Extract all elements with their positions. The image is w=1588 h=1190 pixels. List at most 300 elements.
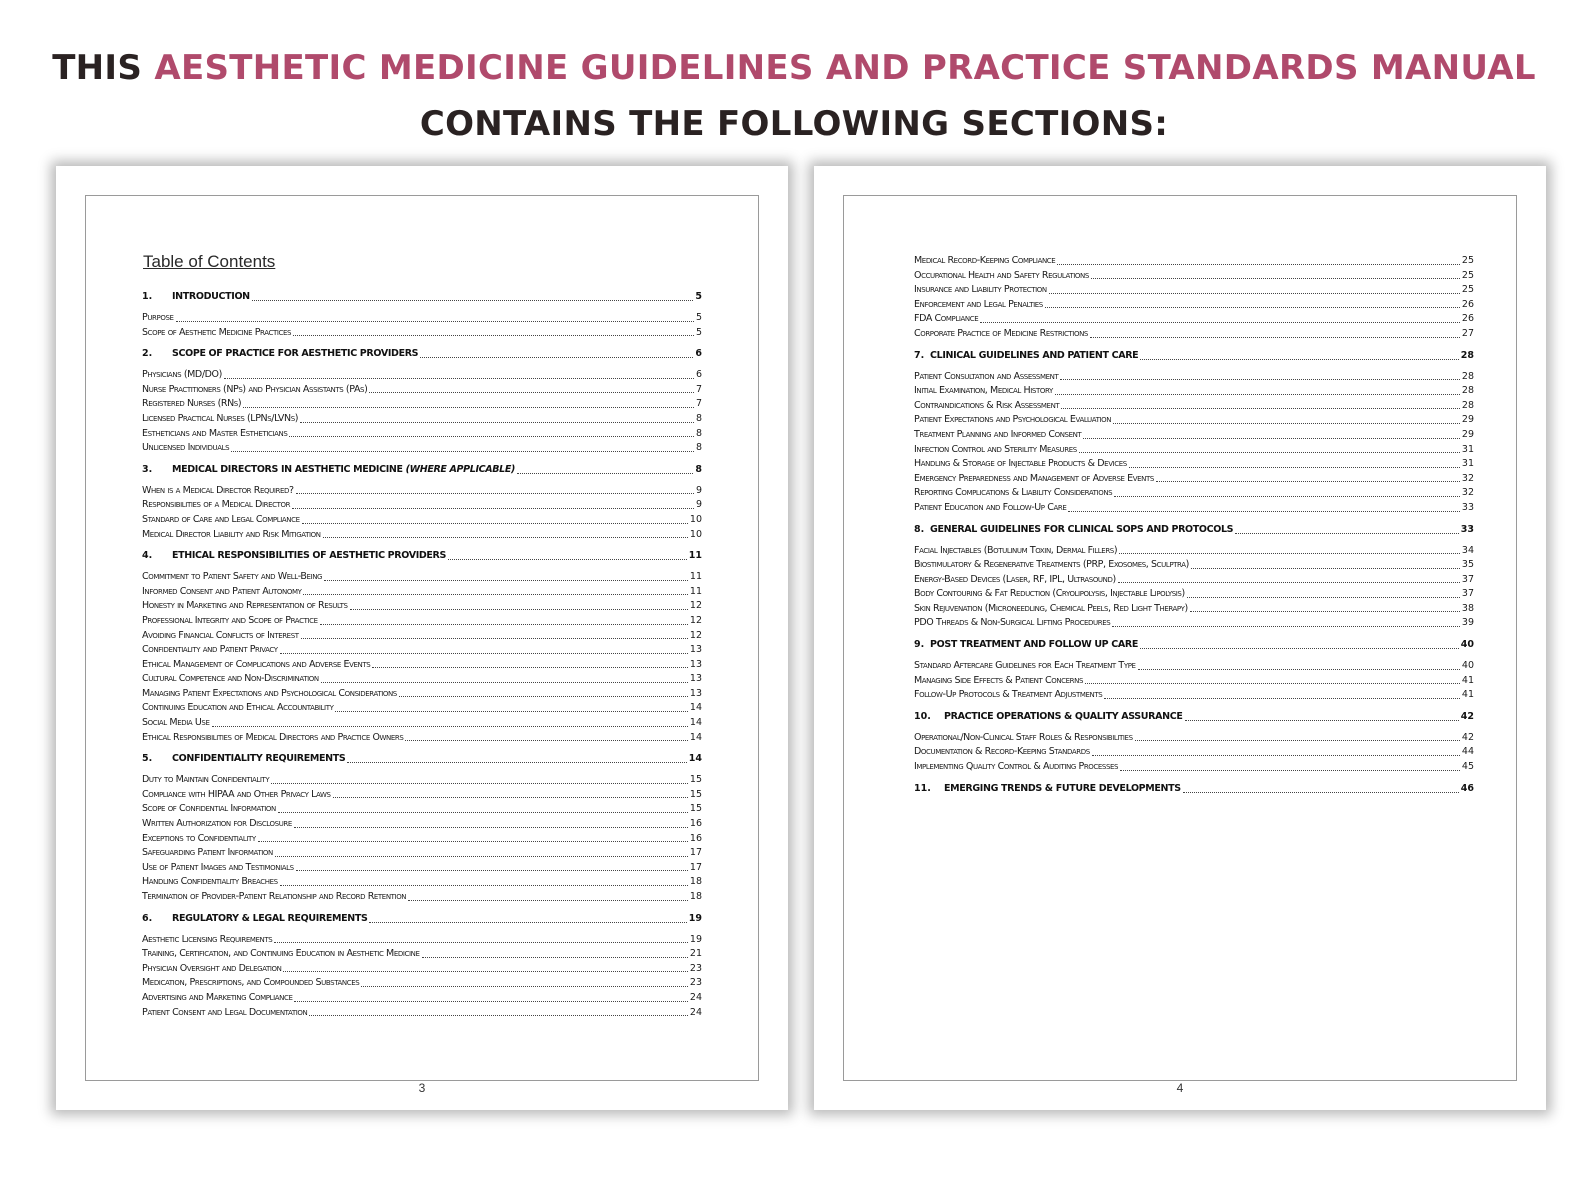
entry-title: Body Contouring & Fat Reduction (Cryolipolysis, Injectable Lipolysis) (914, 588, 1185, 600)
entry-page-number: 32 (1461, 472, 1474, 484)
toc-entry[interactable] (142, 817, 702, 832)
entry-page-number: 14 (689, 717, 702, 729)
dot-leader (293, 334, 694, 336)
entry-title: Energy-Based Devices (Laser, RF, IPL, Ultrasound) (914, 573, 1116, 585)
entry-title: Medical Director Liability and Risk Mitigation (142, 528, 321, 540)
toc-entry[interactable] (142, 513, 702, 528)
entry-page-number: 15 (689, 774, 702, 786)
entry-page-number: 33 (1461, 501, 1474, 513)
toc-entry[interactable] (142, 832, 702, 847)
entry-title: Honesty in Marketing and Representation of Results (142, 600, 348, 612)
entry-page-number: 6 (695, 369, 702, 381)
dot-leader (1090, 336, 1460, 338)
toc-entry[interactable] (142, 599, 702, 614)
dot-leader (1112, 625, 1460, 627)
dot-leader (361, 985, 688, 987)
entry-title: Biostimulatory & Regenerative Treatments (PRP, Exosomes, Sculptra) (914, 559, 1189, 571)
entry-title: Duty to Maintain Confidentiality (142, 774, 270, 786)
entry-page-number: 40 (1460, 639, 1474, 651)
toc-entry[interactable] (914, 688, 1474, 703)
toc-entry[interactable] (914, 472, 1474, 487)
dot-leader (405, 739, 687, 741)
toc-entry[interactable] (142, 614, 702, 629)
dot-leader (280, 652, 688, 654)
entry-title: FDA Compliance (914, 313, 979, 325)
entry-page-number: 10 (689, 513, 702, 525)
toc-section[interactable] (914, 709, 1474, 725)
entry-page-number: 25 (1461, 284, 1474, 296)
toc-entry[interactable] (142, 658, 702, 673)
dot-leader (278, 811, 688, 813)
entry-title: Commitment to Patient Safety and Well-Being (142, 571, 323, 583)
entry-page-number: 16 (689, 832, 702, 844)
toc-entry[interactable] (142, 947, 702, 962)
entry-page-number: 6 (695, 348, 702, 360)
toc-entry[interactable] (142, 933, 702, 948)
toc-entry[interactable] (142, 397, 702, 412)
entry-title: Treatment Planning and Informed Consent (914, 428, 1082, 440)
toc-entry[interactable] (142, 484, 702, 499)
section-number: 4. (142, 550, 153, 562)
entry-page-number: 17 (689, 861, 702, 873)
dot-leader (176, 320, 694, 322)
entry-title: Skin Rejuvenation (Microneedling, Chemical Peels, Red Light Therapy) (914, 602, 1188, 614)
entry-title: Corporate Practice of Medicine Restrictions (914, 327, 1088, 339)
dot-leader (303, 593, 687, 595)
section-title: REGULATORY & LEGAL REQUIREMENTS (172, 912, 368, 924)
entry-title: Social Media Use (142, 717, 210, 729)
toc-entry[interactable] (142, 991, 702, 1006)
entry-title: Medication, Prescriptions, and Compounded Substances (142, 977, 360, 989)
section-number: 8. (914, 523, 925, 535)
entry-page-number: 5 (695, 326, 702, 338)
entry-page-number: 12 (689, 614, 702, 626)
section-title: PRACTICE OPERATIONS & QUALITY ASSURANCE (944, 710, 1183, 722)
toc-entry[interactable] (914, 674, 1474, 689)
dot-leader (224, 377, 694, 379)
entry-title: Patient Consultation and Assessment (914, 370, 1059, 382)
entry-page-number: 41 (1461, 674, 1474, 686)
dot-leader (302, 522, 688, 524)
dot-leader (301, 637, 688, 639)
toc-section[interactable] (142, 462, 702, 478)
toc-entry[interactable] (914, 327, 1474, 342)
toc-entry[interactable] (142, 716, 702, 731)
entry-page-number: 14 (689, 702, 702, 714)
entry-page-number: 18 (689, 876, 702, 888)
dot-leader (1092, 754, 1460, 756)
entry-title: Contraindications & Risk Assessment (914, 399, 1060, 411)
entry-page-number: 11 (688, 550, 702, 562)
dot-leader (1057, 263, 1460, 265)
dot-leader (335, 710, 687, 712)
entry-title: Estheticians and Master Estheticians (142, 427, 288, 439)
section-title: GENERAL GUIDELINES FOR CLINICAL SOPS AND PROTOCOLS (930, 523, 1234, 535)
entry-title: Documentation & Record-Keeping Standards (914, 746, 1090, 758)
dot-leader (1068, 510, 1460, 512)
section-number: 10. (914, 710, 931, 722)
dot-leader (1185, 719, 1459, 721)
dot-leader (274, 941, 688, 943)
dot-leader (243, 406, 694, 408)
entry-page-number: 23 (689, 977, 702, 989)
dot-leader (1118, 581, 1460, 583)
entry-page-number: 44 (1461, 746, 1474, 758)
entry-page-number: 16 (689, 818, 702, 830)
toc-entry[interactable] (142, 643, 702, 658)
entry-page-number: 8 (695, 412, 702, 424)
toc-section[interactable] (142, 548, 702, 564)
entry-page-number: 41 (1461, 689, 1474, 701)
entry-page-number: 8 (695, 463, 702, 475)
toc-section[interactable] (914, 348, 1474, 364)
entry-title: PDO Threads & Non-Surgical Lifting Procedures (914, 617, 1111, 629)
toc-entry[interactable] (914, 544, 1474, 559)
entry-title: Ethical Responsibilities of Medical Directors and Practice Owners (142, 731, 404, 743)
entry-page-number: 15 (689, 803, 702, 815)
toc-entry[interactable] (914, 443, 1474, 458)
toc-entry[interactable] (142, 498, 702, 513)
dot-leader (1191, 567, 1460, 569)
toc-entry[interactable] (142, 731, 702, 746)
dot-leader (1045, 306, 1460, 308)
section-number: 3. (142, 463, 153, 475)
dot-leader (1085, 682, 1460, 684)
entry-title: Purpose (142, 312, 174, 323)
section-title: INTRODUCTION (172, 291, 250, 302)
dot-leader (294, 1000, 687, 1002)
section-title-note: (WHERE APPLICABLE) (405, 463, 515, 475)
entry-title: Cultural Competence and Non-Discrimination (142, 673, 319, 685)
dot-leader (309, 1014, 688, 1016)
page-headline (0, 40, 1588, 152)
dot-leader (292, 507, 694, 509)
dot-leader (275, 855, 688, 857)
entry-title: Managing Patient Expectations and Psychological Considerations (142, 687, 397, 699)
toc-entry[interactable] (142, 861, 702, 876)
dot-leader (296, 492, 694, 494)
entry-page-number: 26 (1461, 298, 1474, 310)
entry-title: Infection Control and Sterility Measures (914, 443, 1077, 455)
dot-leader (1104, 697, 1460, 699)
toc-entry[interactable] (914, 457, 1474, 472)
entry-page-number: 7 (695, 398, 702, 410)
toc-entry[interactable] (914, 731, 1474, 746)
entry-title: Handling & Storage of Injectable Products & Devices (914, 458, 1127, 470)
page-number: 4 (1176, 1081, 1184, 1095)
toc-entry[interactable] (142, 701, 702, 716)
toc-entry[interactable] (914, 501, 1474, 516)
section-title: SCOPE OF PRACTICE FOR AESTHETIC PROVIDERS (172, 348, 419, 360)
toc-entry[interactable] (142, 788, 702, 803)
toc-entry[interactable] (914, 384, 1474, 399)
entry-title: When is a Medical Director Required? (142, 484, 294, 496)
section-number: 7. (914, 349, 925, 361)
toc-entry[interactable] (142, 326, 702, 341)
entry-title: Scope of Confidential Information (142, 803, 276, 815)
dot-leader (369, 391, 694, 393)
section-number: 1. (142, 291, 153, 302)
toc-entry[interactable] (142, 976, 702, 991)
toc-entry[interactable] (914, 486, 1474, 501)
entry-page-number: 28 (1460, 349, 1474, 361)
toc-entry[interactable] (142, 368, 702, 383)
section-title: POST TREATMENT AND FOLLOW UP CARE (930, 639, 1138, 651)
entry-page-number: 7 (695, 383, 702, 395)
toc-entry[interactable] (142, 441, 702, 456)
toc-entry[interactable] (142, 629, 702, 644)
entry-page-number: 23 (689, 962, 702, 974)
entry-title: Operational/Non-Clinical Staff Roles & Responsibilities (914, 731, 1133, 743)
toc-entry[interactable] (914, 283, 1474, 298)
dot-leader (1060, 378, 1460, 380)
entry-page-number: 29 (1461, 428, 1474, 440)
entry-page-number: 17 (689, 847, 702, 859)
entry-page-number: 13 (689, 658, 702, 670)
headline-line-1 (0, 40, 1588, 96)
toc-section[interactable] (914, 522, 1474, 538)
toc-section[interactable] (142, 289, 702, 305)
entry-title: Nurse Practitioners (NPs) and Physician Assistants (PAs) (142, 383, 368, 395)
toc-entry[interactable] (914, 399, 1474, 414)
entry-title: Medical Record-Keeping Compliance (914, 255, 1056, 266)
entry-page-number: 38 (1461, 602, 1474, 614)
entry-title: Handling Confidentiality Breaches (142, 876, 278, 888)
toc-section[interactable] (914, 637, 1474, 653)
toc-entry[interactable] (142, 962, 702, 977)
entry-page-number: 46 (1460, 782, 1474, 794)
section-title: ETHICAL RESPONSIBILITIES OF AESTHETIC PROVIDERS (172, 550, 447, 562)
toc-entry[interactable] (914, 413, 1474, 428)
toc-entry[interactable] (914, 370, 1474, 385)
entry-page-number: 29 (1461, 414, 1474, 426)
dot-leader (1091, 277, 1460, 279)
entry-page-number: 15 (689, 788, 702, 800)
entry-page-number: 18 (689, 891, 702, 902)
headline-prefix: THIS (52, 48, 143, 88)
toc-entry[interactable] (914, 745, 1474, 760)
section-number: 6. (142, 912, 153, 924)
dot-leader (1140, 358, 1458, 360)
toc-page-right (814, 166, 1546, 1110)
section-title: EMERGING TRENDS & FUTURE DEVELOPMENTS (944, 782, 1181, 794)
entry-title: Use of Patient Images and Testimonials (142, 861, 294, 873)
entry-page-number: 28 (1461, 385, 1474, 397)
entry-page-number: 28 (1461, 399, 1474, 411)
section-number: 9. (914, 639, 925, 651)
entry-title: Unlicensed Individuals (142, 442, 230, 454)
entry-title: Follow-Up Protocols & Treatment Adjustments (914, 689, 1103, 701)
entry-page-number: 31 (1461, 443, 1474, 455)
toc-entry[interactable] (914, 298, 1474, 313)
entry-title: Scope of Aesthetic Medicine Practices (142, 326, 292, 338)
entry-page-number: 13 (689, 687, 702, 699)
dot-leader (300, 421, 694, 423)
entry-page-number: 42 (1461, 731, 1474, 743)
dot-leader (280, 884, 688, 886)
entry-page-number: 24 (689, 1006, 702, 1018)
toc-entry[interactable] (914, 659, 1474, 674)
toc-list (914, 254, 1474, 803)
dot-leader (212, 725, 688, 727)
dot-leader (422, 956, 688, 958)
toc-entry[interactable] (142, 773, 702, 788)
toc-entry[interactable] (914, 760, 1474, 775)
dot-leader (1138, 668, 1460, 670)
toc-entry[interactable] (142, 383, 702, 398)
toc-list (142, 289, 702, 1020)
entry-page-number: 35 (1461, 559, 1474, 571)
entry-page-number: 34 (1461, 544, 1474, 556)
toc-section[interactable] (142, 346, 702, 362)
toc-entry[interactable] (142, 802, 702, 817)
entry-page-number: 13 (689, 644, 702, 656)
entry-page-number: 19 (688, 912, 702, 924)
toc-heading: Table of Contents (143, 252, 276, 271)
dot-leader (271, 782, 688, 784)
entry-title: Implementing Quality Control & Auditing Processes (914, 761, 1119, 773)
entry-page-number: 14 (689, 731, 702, 743)
entry-title: Confidentiality and Patient Privacy (142, 644, 278, 656)
entry-title: Enforcement and Legal Penalties (914, 298, 1043, 310)
toc-entry[interactable] (142, 585, 702, 600)
entry-page-number: 24 (689, 991, 702, 1003)
dot-leader (399, 695, 688, 697)
dot-leader (258, 840, 688, 842)
entry-page-number: 9 (695, 499, 702, 511)
toc-entry[interactable] (142, 570, 702, 585)
entry-page-number: 13 (689, 673, 702, 685)
dot-leader (1083, 437, 1460, 439)
entry-page-number: 5 (695, 312, 702, 323)
entry-title: Responsibilities of a Medical Director (142, 499, 291, 511)
entry-page-number: 39 (1461, 617, 1474, 629)
entry-title: Written Authorization for Disclosure (142, 818, 292, 830)
toc-entry[interactable] (142, 427, 702, 442)
dot-leader (1187, 596, 1460, 598)
entry-title: Termination of Provider-Patient Relationship and Record Retention (142, 891, 407, 902)
toc-entry[interactable] (142, 846, 702, 861)
entry-title: Training, Certification, and Continuing Education in Aesthetic Medicine (142, 948, 420, 960)
toc-entry[interactable] (914, 602, 1474, 617)
dot-leader (1061, 407, 1460, 409)
entry-title: Exceptions to Confidentiality (142, 832, 256, 844)
dot-leader (323, 536, 688, 538)
page-border (85, 195, 759, 1095)
dot-leader (1183, 791, 1459, 793)
dot-leader (1156, 480, 1460, 482)
headline-accent: AESTHETIC MEDICINE GUIDELINES AND PRACTICE STANDARDS MANUAL (154, 48, 1536, 88)
toc-entry[interactable] (142, 672, 702, 687)
dot-leader (347, 761, 686, 763)
entry-title: Occupational Health and Safety Regulations (914, 269, 1089, 281)
dot-leader (517, 472, 693, 474)
entry-title: Continuing Education and Ethical Accountability (142, 702, 334, 714)
entry-title: Aesthetic Licensing Requirements (142, 933, 273, 945)
entry-title: Advertising and Marketing Compliance (142, 991, 293, 1003)
dot-leader (283, 970, 687, 972)
dot-leader (1235, 532, 1459, 534)
entry-page-number: 12 (689, 600, 702, 612)
toc-section[interactable] (914, 781, 1474, 797)
toc-section[interactable] (142, 911, 702, 927)
toc-entry[interactable] (142, 412, 702, 427)
entry-title: Insurance and Liability Protection (914, 284, 1047, 296)
toc-section[interactable] (142, 751, 702, 767)
entry-page-number: 25 (1461, 269, 1474, 281)
entry-title: Licensed Practical Nurses (LPNs/LVNs) (142, 412, 299, 424)
section-number: 2. (142, 348, 153, 360)
entry-page-number: 32 (1461, 487, 1474, 499)
toc-entry[interactable] (914, 558, 1474, 573)
entry-page-number: 19 (689, 933, 702, 945)
entry-title: Registered Nurses (RNs) (142, 398, 242, 410)
toc-entry[interactable] (142, 875, 702, 890)
toc-entry[interactable] (142, 528, 702, 543)
dot-leader (980, 321, 1460, 323)
entry-title: Managing Side Effects & Patient Concerns (914, 674, 1084, 686)
entry-page-number: 11 (689, 585, 702, 597)
dot-leader (296, 869, 688, 871)
entry-title: Professional Integrity and Scope of Practice (142, 614, 318, 626)
dot-leader (1135, 739, 1460, 741)
entry-title: Informed Consent and Patient Autonomy (142, 585, 302, 597)
toc-entry[interactable] (914, 428, 1474, 443)
entry-title: Patient Education and Follow-Up Care (914, 501, 1067, 513)
toc-entry[interactable] (142, 890, 702, 905)
dot-leader (448, 558, 687, 560)
dot-leader (1114, 495, 1460, 497)
section-title: MEDICAL DIRECTORS IN AESTHETIC MEDICINE (WHERE APPLICABLE) (172, 463, 515, 475)
entry-page-number: 31 (1461, 458, 1474, 470)
entry-page-number: 14 (688, 753, 702, 765)
toc-entry[interactable] (142, 1006, 702, 1021)
section-number: 5. (142, 753, 153, 765)
entry-title: Standard Aftercare Guidelines for Each Treatment Type (914, 660, 1136, 672)
entry-page-number: 5 (695, 291, 702, 302)
dot-leader (372, 666, 688, 668)
dot-leader (289, 435, 694, 437)
entry-page-number: 28 (1461, 370, 1474, 382)
dot-leader (333, 796, 688, 798)
toc-entry[interactable] (914, 269, 1474, 284)
toc-entry[interactable] (142, 311, 702, 326)
entry-page-number: 8 (695, 442, 702, 454)
dot-leader (252, 299, 694, 301)
toc-entry[interactable] (914, 254, 1474, 269)
toc-entry[interactable] (142, 687, 702, 702)
toc-entry[interactable] (914, 573, 1474, 588)
entry-page-number: 40 (1461, 660, 1474, 672)
dot-leader (321, 681, 688, 683)
dot-leader (350, 608, 688, 610)
entry-title: Patient Expectations and Psychological Evaluation (914, 414, 1112, 426)
toc-entry[interactable] (914, 312, 1474, 327)
entry-page-number: 33 (1460, 523, 1474, 535)
entry-page-number: 12 (689, 629, 702, 641)
entry-page-number: 25 (1461, 255, 1474, 266)
dot-leader (1140, 647, 1459, 649)
toc-entry[interactable] (914, 616, 1474, 631)
entry-title: Emergency Preparedness and Management of Adverse Events (914, 472, 1154, 484)
entry-title: Ethical Management of Complications and Adverse Events (142, 658, 371, 670)
entry-page-number: 9 (695, 484, 702, 496)
dot-leader (1190, 610, 1460, 612)
dot-leader (1055, 393, 1460, 395)
toc-entry[interactable] (914, 587, 1474, 602)
dot-leader (1049, 292, 1460, 294)
entry-title: Patient Consent and Legal Documentation (142, 1006, 308, 1018)
